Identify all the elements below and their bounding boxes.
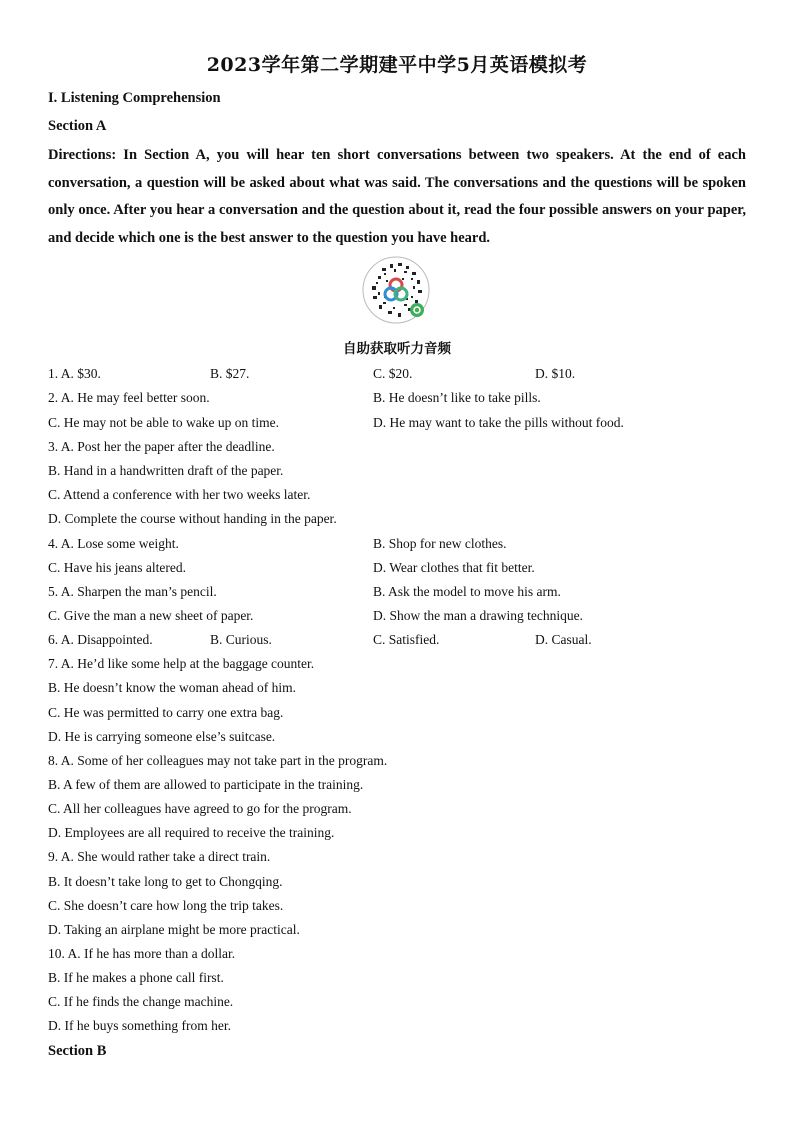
section-a-heading: Section A (48, 118, 107, 134)
q3-option-d: D. Complete the course without handing in the paper. (48, 511, 337, 526)
qr-caption: 自助获取听力音频 (343, 341, 451, 357)
part-heading: I. Listening Comprehension (48, 90, 221, 106)
q4-option-c: C. Have his jeans altered. (48, 560, 186, 575)
q1-option-a: 1. A. $30. (48, 366, 101, 381)
q5-option-b: B. Ask the model to move his arm. (373, 584, 561, 599)
q9-option-a: 9. A. She would rather take a direct train. (48, 849, 271, 864)
q4-option-a: 4. A. Lose some weight. (48, 536, 179, 551)
q8-option-b: B. A few of them are allowed to participate in the training. (48, 777, 364, 792)
q10-option-c: C. If he finds the change machine. (48, 994, 234, 1009)
q1-option-b: B. $27. (210, 366, 250, 381)
section-b-heading: Section B (48, 1043, 107, 1059)
q8-option-c: C. All her colleagues have agreed to go for the program. (48, 801, 352, 816)
q6-option-c: C. Satisfied. (373, 632, 440, 647)
q3-option-c: C. Attend a conference with her two weeks later. (48, 487, 311, 502)
q2-option-d: D. He may want to take the pills without food. (373, 415, 624, 430)
q10-option-a: 10. A. If he has more than a dollar. (48, 946, 236, 961)
q2-option-a: 2. A. He may feel better soon. (48, 390, 210, 405)
q6-option-d: D. Casual. (535, 632, 592, 647)
q2-option-c: C. He may not be able to wake up on time. (48, 415, 279, 430)
q1-option-c: C. $20. (373, 366, 413, 381)
q8-option-d: D. Employees are all required to receive the training. (48, 825, 335, 840)
q6-option-b: B. Curious. (210, 632, 272, 647)
q7-option-c: C. He was permitted to carry one extra bag. (48, 705, 284, 720)
q1-option-d: D. $10. (535, 366, 576, 381)
q3-option-a: 3. A. Post her the paper after the deadline. (48, 439, 275, 454)
q10-option-b: B. If he makes a phone call first. (48, 970, 224, 985)
q10-option-d: D. If he buys something from her. (48, 1018, 231, 1033)
q7-option-b: B. He doesn’t know the woman ahead of him. (48, 680, 296, 695)
q5-option-c: C. Give the man a new sheet of paper. (48, 608, 254, 623)
page-title: 2023学年第二学期建平中学5月英语模拟考 (206, 54, 588, 76)
q3-option-b: B. Hand in a handwritten draft of the paper. (48, 463, 284, 478)
directions-paragraph: Directions: In Section A, you will hear ten short conversations between two speakers. At the end of each conversation, a question will be asked about what was said. The conversations and the questions will be spoken only once. After you hear a conversation and the question about it, read the four possible answers on your paper, and decide which one is the best answer to the question you have heard. (48, 147, 746, 246)
q7-option-a: 7. A. He’d like some help at the baggage counter. (48, 656, 315, 671)
q4-option-b: B. Shop for new clothes. (373, 536, 507, 551)
q8-option-a: 8. A. Some of her colleagues may not take part in the program. (48, 753, 388, 768)
q2-option-b: B. He doesn’t like to take pills. (373, 390, 541, 405)
q9-option-d: D. Taking an airplane might be more practical. (48, 922, 300, 937)
q5-option-a: 5. A. Sharpen the man’s pencil. (48, 584, 217, 599)
q4-option-d: D. Wear clothes that fit better. (373, 560, 535, 575)
q5-option-d: D. Show the man a drawing technique. (373, 608, 583, 623)
qr-code-icon[interactable] (362, 256, 430, 324)
q9-option-b: B. It doesn’t take long to get to Chongqing. (48, 874, 283, 889)
q6-option-a: 6. A. Disappointed. (48, 632, 153, 647)
q7-option-d: D. He is carrying someone else’s suitcase. (48, 729, 276, 744)
q9-option-c: C. She doesn’t care how long the trip takes. (48, 898, 284, 913)
